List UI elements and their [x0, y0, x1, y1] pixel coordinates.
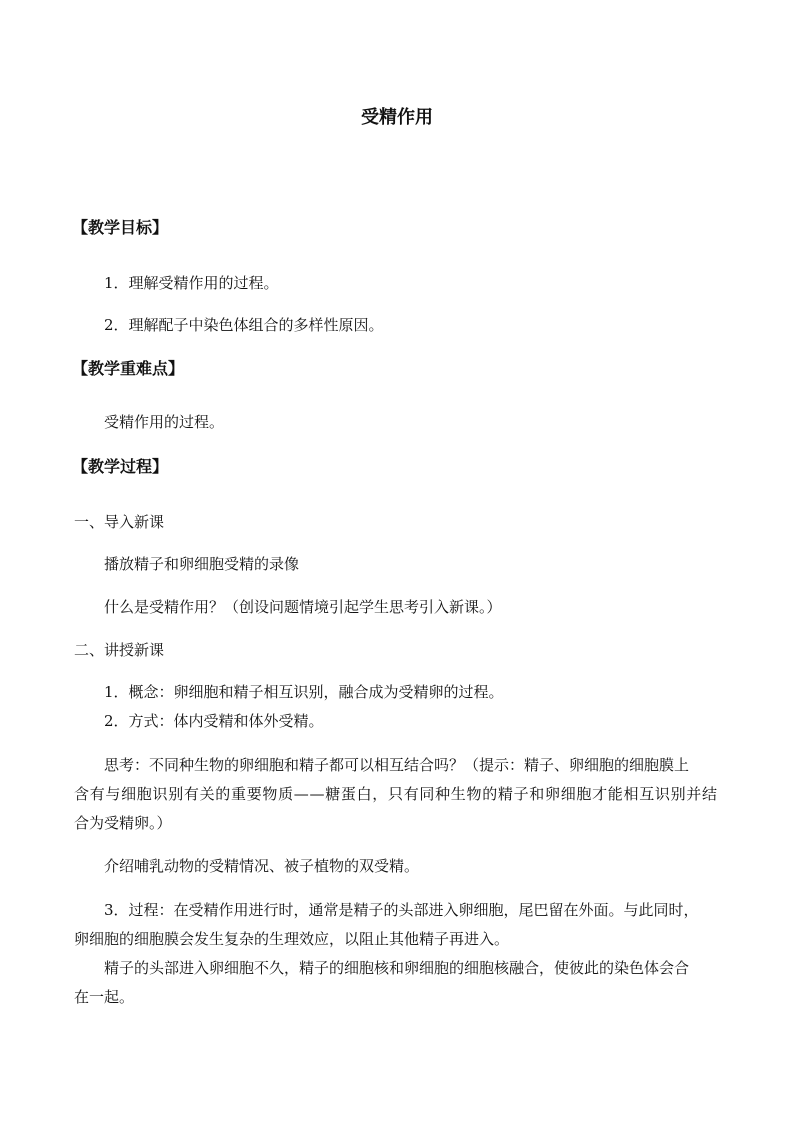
- method-line: 2．方式：体内受精和体外受精。: [104, 712, 324, 730]
- think-paragraph-line: 合为受精卵。）: [74, 814, 172, 832]
- part1-line: 什么是受精作用？（创设问题情境引起学生思考引入新课。）: [104, 598, 502, 616]
- key-points-text: 受精作用的过程。: [104, 413, 225, 431]
- procedure-paragraph-line: 3．过程：在受精作用进行时，通常是精子的头部进入卵细胞，尾巴留在外面。与此同时，: [104, 901, 699, 919]
- think-paragraph-line: 思考：不同种生物的卵细胞和精子都可以相互结合吗？（提示：精子、卵细胞的细胞膜上: [104, 756, 690, 774]
- think-paragraph-line: 含有与细胞识别有关的重要物质——糖蛋白，只有同种生物的精子和卵细胞才能相互识别并结: [74, 785, 718, 803]
- part1-heading: 一、导入新课: [74, 513, 165, 531]
- document-title: 受精作用: [361, 107, 433, 128]
- procedure-paragraph-line: 精子的头部进入卵细胞不久，精子的细胞核和卵细胞的细胞核融合，使彼此的染色体会合: [104, 959, 690, 977]
- intro-line: 介绍哺乳动物的受精情况、被子植物的双受精。: [104, 857, 420, 875]
- objective-item: 1．理解受精作用的过程。: [104, 274, 279, 292]
- part2-heading: 二、讲授新课: [74, 641, 165, 659]
- key-points-heading: 【教学重难点】: [72, 359, 185, 378]
- procedure-paragraph-line: 卵细胞的细胞膜会发生复杂的生理效应，以阻止其他精子再进入。: [74, 930, 510, 948]
- objective-item: 2．理解配子中染色体组合的多样性原因。: [104, 316, 384, 334]
- objectives-heading: 【教学目标】: [72, 218, 169, 237]
- procedure-paragraph-line: 在一起。: [74, 988, 135, 1006]
- part1-line: 播放精子和卵细胞受精的录像: [104, 555, 300, 573]
- process-heading: 【教学过程】: [72, 457, 169, 476]
- concept-line: 1．概念：卵细胞和精子相互识别，融合成为受精卵的过程。: [104, 683, 504, 701]
